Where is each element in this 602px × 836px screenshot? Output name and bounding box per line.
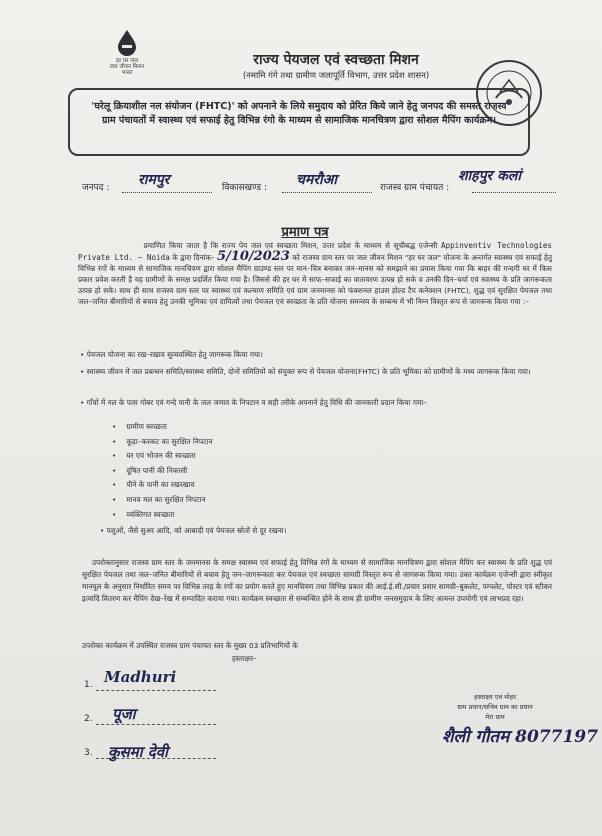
village-value: शाहपुर कलां: [458, 168, 522, 184]
block-value: चमरौआ: [296, 172, 337, 188]
list-item: • कूड़ा–करकट का सुरक्षित निपटान: [112, 435, 412, 450]
signatures-label: हस्ताक्षर–: [232, 654, 257, 663]
p1-body: को राजस्व ग्राम स्तर पर जल जीवन मिशन "हर घर जल" योजना के अन्तर्गत स्वास्थ्य एवं सफाई हेतु विभिन्न रंगों के माध्यम से सामाजिक मानचित्रण द्वारा सोशल मैपिंग ग्राउण्ड स्तर पर मान–चित्र बनाकर जन–मानस को समझाने का प्रयास किया गया कि बाहर की गन्दगी घर में किस प्रकार प्रवेश करती है यह ग्रामीणों के समक्ष प्रदर्शित किया गया है। जिससे की हर घर में साफ–सफाई का वातावरण उत्पन्न हो सके व उनकी दिन–चर्या एवं स्वास्थ्य के प्रति जागरूकता उत्पन्न हो सके। साथ ही साथ राजस्व ग्राम स्तर पर स्वास्थ्य एवं कल्याण समिति एवं ग्राम जनमानस को फंक्शनल हाउस होल्ड टैप कनेक्शन (FHTC), शुद्ध एवं सुरक्षित पेयजल तथा जल–जनित बीमारियों से बचाव हेतु उनकी भूमिका एवं दायित्वों तथा पेयजल एवं स्वच्छता के प्रति योजना समन्वय के सम्बन्ध में भी निम्न विस्तृत रूप से जागरूक किया गया :–: [78, 253, 553, 306]
jal-jeevan-logo: [104, 28, 150, 76]
list-item: • मानव मल का सुरक्षित निपटान: [112, 493, 412, 508]
hygiene-topics-list: [112, 420, 412, 522]
block-line: [282, 192, 372, 193]
pradhan-caption: [420, 692, 570, 722]
signature-number: 1.: [84, 680, 93, 690]
program-date: 5/10/2023: [217, 249, 290, 264]
logo-text-1: हर घर जल: [116, 58, 138, 64]
bullet-item: • गाँवों में नल के पास गोबर एवं गन्दे पानी के जल जमाव के निपटान व सही तरीके अपनाने हेतु विधि की जानकारी प्रदान किया गया–: [80, 398, 427, 407]
p1-intro: प्रमाणित किया जाता है कि राज्य पेय जल एवं स्वच्छता मिशन, उत्तर प्रदेश के माध्यम से सूचीबद्ध एजेन्सी: [143, 241, 438, 250]
signature-line: [96, 724, 216, 725]
participants-intro: उपरोक्त कार्यक्रम में उपस्थित राजस्व ग्राम पंचायत स्तर के मुख्य 03 प्रतिभागियों के: [82, 641, 298, 650]
logo-text-3: भारत: [121, 70, 133, 76]
banner-text: 'घरेलू क्रियाशील नल संयोजन (FHTC)' को अपनाने के लिये समुदाय को प्रेरित किये जाने हेतु जनपद की समस्त राजस्व ग्राम पंचायतों में स्वास्थ्य एवं सफाई हेतु विभिन्न रंगो के माध्यम से सामाजिक मानचित्रण द्वारा सोशल मैपिंग कार्यक्रम।: [91, 101, 507, 126]
participant-signature-2: पूजा: [112, 705, 136, 723]
list-item: • व्यक्तिगत स्वच्छता: [112, 508, 412, 523]
list-item: • पीने के पानी का रखरखाव: [112, 478, 412, 493]
bullet-3-text: गाँवों में नल के पास गोबर एवं गन्दे पानी के जल जमाव के निपटान व सही तरीके अपनाने हेतु विधि की जानकारी प्रदान किया गया–: [86, 398, 427, 407]
program-banner: [68, 88, 530, 156]
p1-date-prefix: के द्वारा दिनांक–: [172, 253, 215, 262]
org-title: राज्य पेयजल एवं स्वच्छता मिशन: [253, 52, 419, 68]
participant-signature-1: Madhuri: [104, 668, 177, 686]
caption-line-3: मेरा ग्राम: [485, 713, 505, 721]
signature-line: [96, 690, 216, 691]
list-item: • दूषित पानी की निकासी: [112, 464, 412, 479]
water-drop-icon: [112, 28, 142, 58]
bullet-2-text: स्वास्थ्य जीवन में जल प्रबन्धन समिति/स्वास्थ्य समिति, दोनों समितियों को संयुक्त रूप से पेयजल योजना(FHTC) के प्रति भूमिका को ग्रामीणों के मध्य जागरूक किया गया।: [86, 367, 531, 376]
location-fields: [82, 168, 562, 206]
logo-text-2: जल जीवन मिशन: [109, 64, 145, 70]
district-label: जनपद :: [82, 183, 110, 193]
pradhan-signature: शैली गौतम 8077197: [442, 727, 598, 747]
district-value: रामपुर: [138, 172, 170, 188]
list-item: • घर एवं भोजन की स्वच्छता: [112, 449, 412, 464]
certificate-paragraph-1: [78, 240, 552, 344]
signature-row: [84, 680, 93, 690]
p2-text: उपरोक्तानुसार राजस्व ग्राम स्तर के जनमानस के समक्ष स्वास्थ्य एवं सफाई हेतु विभिन्न रंगों के माध्यम से सामाजिक मानचित्रण द्वारा सोशल मैपिंग कर स्वास्थ्य के प्रति शुद्ध एवं सुरक्षित पेयजल तथा जल–जनित बीमारियों से बचाव हेतु जन–जागरूकता कर पेयजल एवं स्वच्छता सामग्री विस्तृत रूप से जागरूक किया गया। उक्त कार्यक्रम एजेन्सी द्वारा स्वीकृत मानयूल के अनुसार निर्धारित समय पर विभिन्न तरह के रंगों का प्रयोग करते हुए मानचित्रण तथा विभिन्न प्रकार की आई.ई.सी./प्रचार प्रसार सामग्री–बुकलेट, पम्पलेट, पोस्टर एवं स्टीकर इत्यादि वितरण कर मैपिंग देख–रेख में सम्पादित कराया गया। कार्यक्रम स्वच्छता से सम्बन्धित होने के साथ ही ग्रामीण जनसमुदाय के लिए अत्यन्त उपयोगी एवं लाभप्रद रहा।: [82, 558, 552, 603]
block-label: विकासखण्ड :: [222, 183, 268, 193]
certificate-title: प्रमाण पत्र: [281, 225, 329, 240]
signature-row: [84, 714, 93, 724]
list-item: • ग्रामीण स्वच्छता: [112, 420, 412, 435]
agency-name: Appinventiv Technologies Private Ltd. – Noida: [78, 241, 552, 262]
bullet-1-text: पेयजल योजना का रख–रखाव सुव्यवस्थित हेतु जागरूक किया गया।: [86, 350, 263, 359]
village-line: [472, 192, 556, 193]
signature-number: 2.: [84, 714, 93, 724]
org-subtitle: (नमामि गंगे तथा ग्रामीण जलापूर्ति विभाग, उत्तर प्रदेश शासन): [242, 71, 430, 81]
village-label: राजस्व ग्राम पंचायत :: [380, 183, 450, 193]
signature-row: [84, 748, 93, 758]
caption-line-1: हस्ताक्षर एवं मोहर: [474, 693, 516, 701]
bullet-item: • पेयजल योजना का रख–रखाव सुव्यवस्थित हेतु जागरूक किया गया।: [80, 350, 263, 359]
district-line: [122, 192, 212, 193]
certificate-paragraph-2: [82, 557, 552, 637]
signature-number: 3.: [84, 748, 93, 758]
bullet-item: • पशुओं, जैसे सुअर आदि, को आबादी एवं पेयजल स्रोतों से दूर रखना।: [100, 526, 287, 535]
caption-line-2: ग्राम प्रधान/सचिव ग्राम का प्रधान: [457, 703, 533, 711]
bullet-4-text: पशुओं, जैसे सुअर आदि, को आबादी एवं पेयजल स्रोतों से दूर रखना।: [106, 526, 287, 535]
bullet-item: • स्वास्थ्य जीवन में जल प्रबन्धन समिति/स्वास्थ्य समिति, दोनों समितियों को संयुक्त रूप से पेयजल योजना(FHTC) के प्रति भूमिका को ग्रामीणों के मध्य जागरूक किया गया।: [80, 367, 531, 376]
participant-signature-3: कुसमा देवी: [108, 743, 168, 761]
